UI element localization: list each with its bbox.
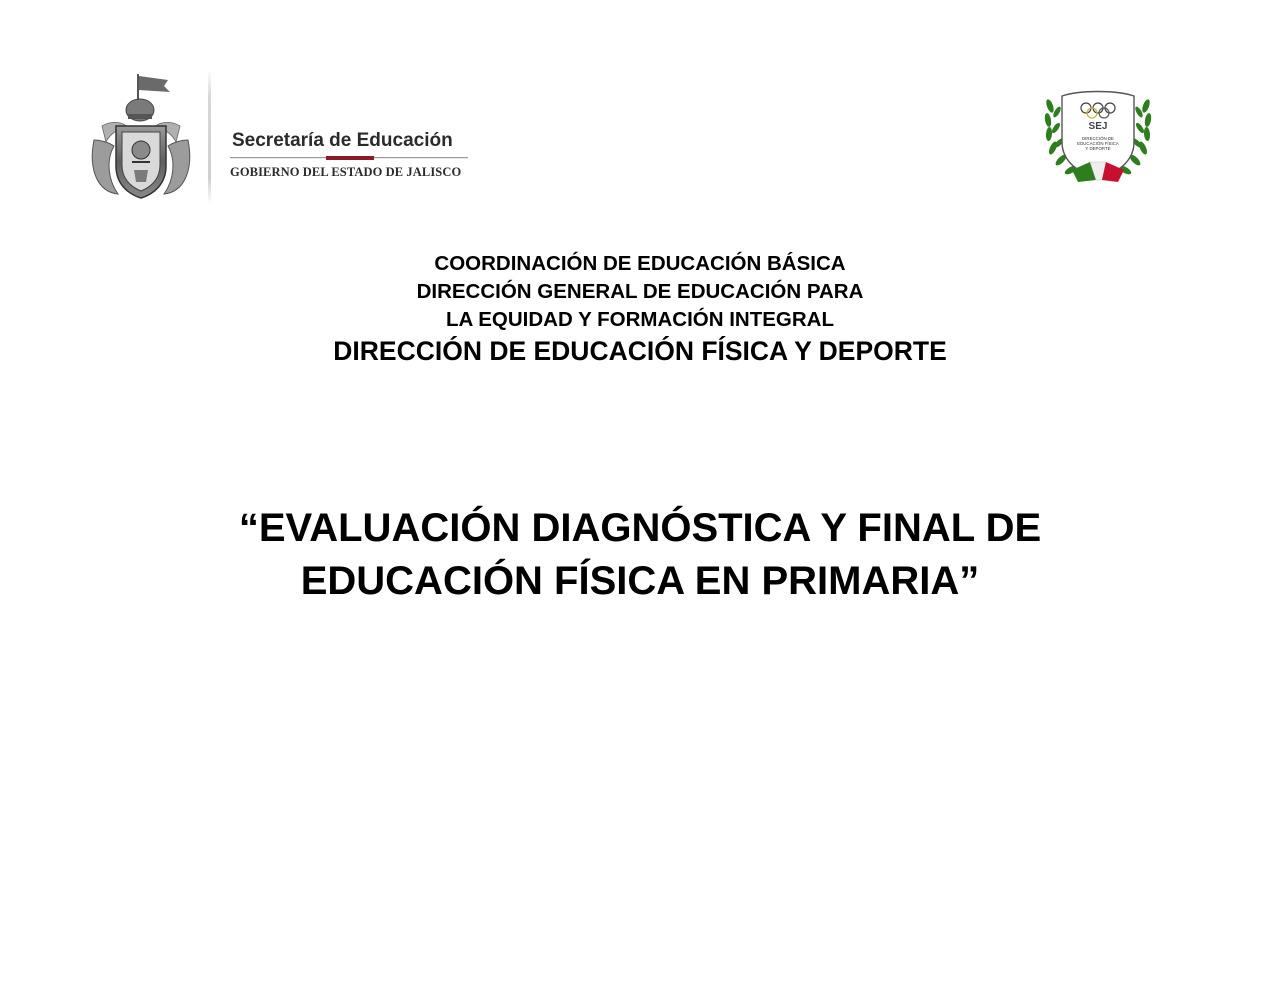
badge-line-2: EDUCACIÓN FÍSICA	[1077, 141, 1119, 146]
badge-line-1: DIRECCIÓN DE	[1082, 136, 1114, 141]
gobierno-jalisco-text: GOBIERNO DEL ESTADO DE JALISCO	[230, 165, 462, 179]
sej-acronym: SEJ	[1088, 121, 1108, 132]
sej-educacion-fisica-logo	[1040, 86, 1156, 186]
secretaria-educacion-text: Secretaría de Educación	[232, 130, 453, 151]
badge-line-3: Y DEPORTE	[1085, 146, 1111, 151]
direccion-educacion-fisica-heading: DIRECCIÓN DE EDUCACIÓN FÍSICA Y DEPORTE	[333, 336, 947, 366]
title-line-1: “EVALUACIÓN DIAGNÓSTICA Y FINAL DE	[238, 506, 1042, 550]
logo-divider	[208, 70, 211, 204]
institution-header	[0, 250, 1280, 368]
equidad-heading: LA EQUIDAD Y FORMACIÓN INTEGRAL	[446, 308, 834, 331]
direccion-general-heading: DIRECCIÓN GENERAL DE EDUCACIÓN PARA	[416, 280, 864, 303]
document-title	[0, 502, 1280, 608]
coordinacion-heading: COORDINACIÓN DE EDUCACIÓN BÁSICA	[434, 252, 846, 275]
secretaria-educacion-logo	[88, 70, 478, 206]
title-line-2: EDUCACIÓN FÍSICA EN PRIMARIA”	[300, 559, 980, 603]
logo-rule	[230, 156, 468, 160]
jalisco-coat-of-arms-icon	[88, 70, 194, 202]
